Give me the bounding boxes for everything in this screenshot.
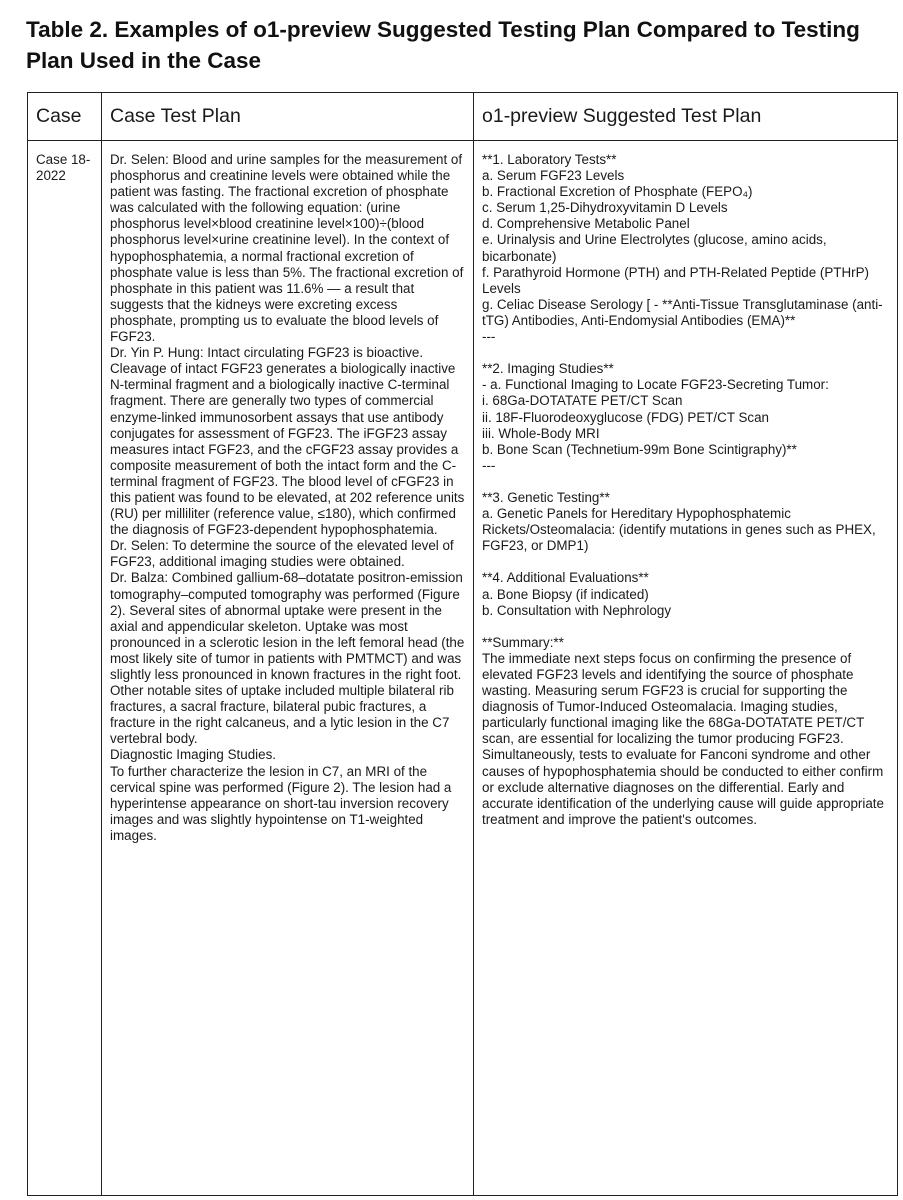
header-case: Case (28, 93, 102, 141)
suggested-plan-line: **2. Imaging Studies** (482, 361, 614, 377)
case-plan-paragraph: Dr. Yin P. Hung: Intact circulating FGF23 is bioactive. Cleavage of intact FGF23 generates a biologically inactive N-terminal fragment and a biologically inactive C-terminal fragment. There are generally two types of commercial enzyme-linked immunosorbent assays that use antibody conjugates for assessment of FGF23. The iFGF23 assay measures intact FGF23, and the cFGF23 assay provides a composite measurement of both the intact form and the C-terminal fragment of FGF23. The blood level of cFGF23 in this patient was found to be elevated, at 202 reference units (RU) per milliliter (reference value, ≤180), which confirmed the diagnosis of FGF23-dependent hypophosphatemia. (110, 345, 465, 538)
case-id: Case 18-2022 (36, 152, 91, 184)
suggested-plan-line: --- (482, 329, 496, 345)
case-test-plan-cell (102, 141, 474, 1196)
suggested-plan-line (482, 554, 889, 570)
suggested-plan-line: g. Celiac Disease Serology [ - **Anti-Tissue Transglutaminase (anti-tTG) Antibodies, Anti-Endomysial Antibodies (EMA)** (482, 296, 883, 328)
table-row (28, 141, 898, 1196)
suggested-plan-line: **Summary:** (482, 634, 564, 650)
table-title: Table 2. Examples of o1-preview Suggested Testing Plan Compared to Testing Plan Used in the Case (26, 17, 860, 73)
suggested-plan-line: f. Parathyroid Hormone (PTH) and PTH-Related Peptide (PTHrP) Levels (482, 264, 869, 296)
header-row (28, 93, 898, 141)
header-suggested-test-plan: o1-preview Suggested Test Plan (474, 93, 898, 141)
suggested-plan-line: **4. Additional Evaluations** (482, 570, 649, 586)
suggested-plan-line: b. Bone Scan (Technetium-99m Bone Scintigraphy)** (482, 441, 797, 457)
suggested-plan-line: ii. 18F-Fluorodeoxyglucose (FDG) PET/CT Scan (482, 409, 770, 425)
suggested-plan-line: c. Serum 1,25-Dihydroxyvitamin D Levels (482, 200, 728, 216)
suggested-plan-line: **3. Genetic Testing** (482, 489, 610, 505)
case-plan-paragraph: Dr. Selen: Blood and urine samples for the measurement of phosphorus and creatinine levels were obtained while the patient was fasting. The fractional excretion of phosphate was calculated with the following equation: (urine phosphorus level×blood creatinine level×100)÷(blood phosphorus level×urine creatinine level). In the context of hypophosphatemia, a normal fractional excretion of phosphate value is less than 5%. The fractional excretion of phosphate in this patient was 11.6% — a result that suggests that the kidneys were excreting excess phosphate, prompting us to evaluate the blood levels of FGF23. (110, 152, 464, 345)
suggested-plan-line: The immediate next steps focus on confirming the presence of elevated FGF23 levels and identifying the source of phosphate wasting. Measuring serum FGF23 is crucial for supporting the diagnosis of Tumor-Induced Osteomalacia. Imaging studies, particularly functional imaging like the 68Ga-DOTATATE PET/CT scan, are essential for localizing the tumor producing FGF23. Simultaneously, tests to evaluate for Fanconi syndrome and other causes of hypophosphatemia should be conducted to either confirm or exclude alternative diagnoses on the differential. Early and accurate identification of the underlying cause will guide appropriate treatment and improve the patient's outcomes. (482, 650, 884, 827)
suggested-plan-line: - a. Functional Imaging to Locate FGF23-Secreting Tumor: (482, 377, 829, 393)
case-plan-paragraph: To further characterize the lesion in C7, an MRI of the cervical spine was performed (Figure 2). The lesion had a hyperintense appearance on short-tau inversion recovery images and was slightly hypointense on T1-weighted images. (110, 763, 452, 843)
case-plan-paragraph: Dr. Selen: To determine the source of the elevated level of FGF23, additional imaging studies were obtained. (110, 538, 454, 570)
suggested-plan-line (482, 345, 889, 361)
suggested-plan-line: a. Genetic Panels for Hereditary Hypophosphatemic Rickets/Osteomalacia: (identify mutations in genes such as PHEX, FGF23, or DMP1) (482, 506, 876, 554)
suggested-plan-line: b. Consultation with Nephrology (482, 602, 672, 618)
suggested-plan-line: e. Urinalysis and Urine Electrolytes (glucose, amino acids, bicarbonate) (482, 232, 827, 264)
suggested-plan-line: **1. Laboratory Tests** (482, 152, 617, 167)
suggested-plan-line (482, 619, 889, 635)
case-id-cell (28, 141, 102, 1196)
suggested-plan-line: iii. Whole-Body MRI (482, 425, 600, 441)
suggested-plan-line: i. 68Ga-DOTATATE PET/CT Scan (482, 393, 683, 409)
suggested-plan-line: b. Fractional Excretion of Phosphate (FEPO₄) (482, 184, 753, 200)
comparison-table (27, 92, 898, 1196)
case-plan-paragraph: Dr. Balza: Combined gallium-68–dotatate positron-emission tomography–computed tomography was performed (Figure 2). Several sites of abnormal uptake were present in the axial and appendicular skeleton. Uptake was most pronounced in a sclerotic lesion in the left femoral head (the most likely site of tumor in patients with PMTMCT) and was slightly less pronounced in known fractures in the right foot. Other notable sites of uptake included multiple bilateral rib fractures, a sacral fracture, bilateral pubic fractures, a fracture in the right calcaneus, and a lytic lesion in the C7 vertebral body. (110, 570, 465, 747)
suggested-plan-line: d. Comprehensive Metabolic Panel (482, 216, 690, 232)
suggested-plan-line: a. Bone Biopsy (if indicated) (482, 586, 649, 602)
suggested-plan-line: a. Serum FGF23 Levels (482, 168, 625, 184)
header-case-test-plan: Case Test Plan (102, 93, 474, 141)
suggested-plan-line (482, 474, 889, 490)
suggested-plan-line: --- (482, 457, 496, 473)
suggested-test-plan-cell (474, 141, 898, 1196)
case-plan-paragraph: Diagnostic Imaging Studies. (110, 747, 276, 763)
